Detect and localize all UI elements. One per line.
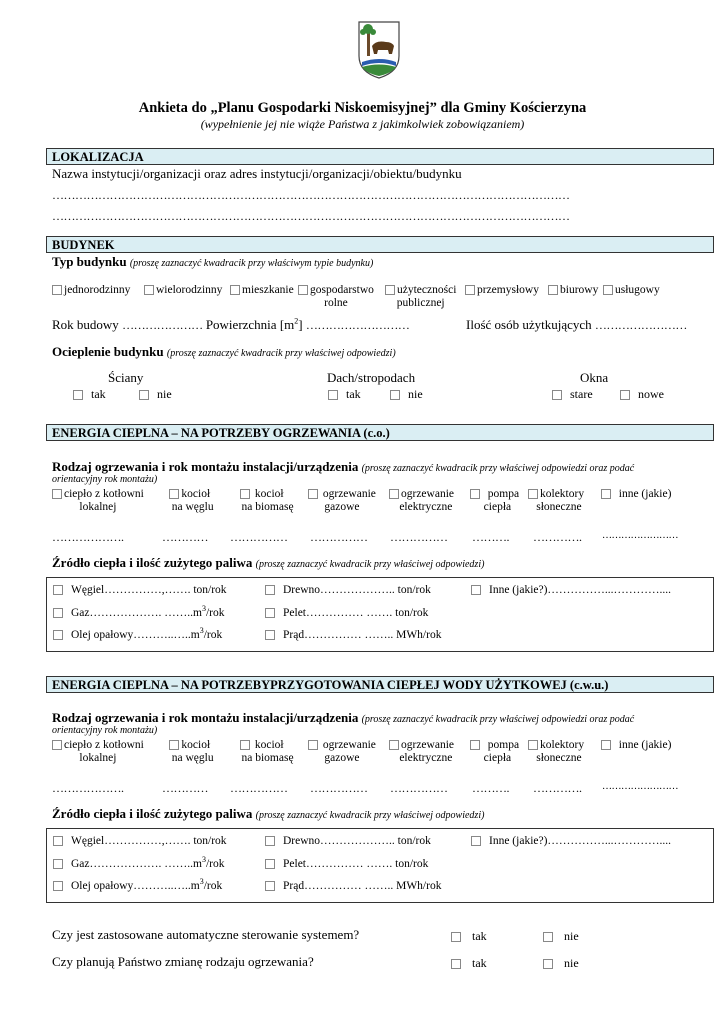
co-year-field[interactable]: ……………	[390, 530, 448, 544]
cwu-rodzaj-row: Rodzaj ogrzewania i rok montażu instalacji/urządzenia (proszę zaznaczyć kwadracik przy właściwej odpowiedzi oraz podać	[52, 710, 635, 725]
checkbox-icon[interactable]	[53, 630, 63, 640]
cwu-fuel-table	[46, 828, 714, 903]
cwu-option-pompa[interactable]: pompa ciepła	[470, 739, 519, 765]
checkbox-icon[interactable]	[601, 740, 611, 750]
checkbox-icon[interactable]	[52, 489, 62, 499]
cwu-zrodlo-label: Źródło ciepła i ilość zużytego paliwa	[52, 806, 253, 821]
question-change-heating: Czy planują Państwo zmianę rodzaju ogrzewania?	[52, 954, 314, 969]
section-budynek-header: BUDYNEK	[46, 236, 714, 253]
coat-of-arms-logo	[356, 20, 402, 80]
checkbox-icon[interactable]	[308, 489, 318, 499]
checkbox-icon[interactable]	[385, 285, 395, 295]
co-fuel-inne[interactable]: Inne (jakie?)……………...…………....	[471, 584, 671, 596]
cwu-option-inne[interactable]: inne (jakie)	[601, 739, 671, 752]
cwu-option-kociol-wegiel[interactable]: kocioł na węglu	[166, 739, 214, 765]
checkbox-icon[interactable]	[265, 881, 275, 891]
q1-tak-option[interactable]: tak	[451, 929, 487, 944]
checkbox-icon[interactable]	[53, 608, 63, 618]
checkbox-icon[interactable]	[465, 285, 475, 295]
cwu-fuel-gaz[interactable]: Gaz………………. $\dots\dots..m^3$/rok	[53, 858, 225, 870]
checkbox-icon[interactable]	[53, 881, 63, 891]
checkbox-icon[interactable]	[603, 285, 613, 295]
ocieplenie-note: (proszę zaznaczyć kwadracik przy właściwej odpowiedzi)	[166, 348, 396, 359]
checkbox-icon[interactable]	[53, 859, 63, 869]
section-co-header: ENERGIA CIEPLNA – NA POTRZEBY OGRZEWANIA (c.o.)	[46, 424, 714, 441]
type-option-biurowy[interactable]: biurowy	[548, 284, 598, 297]
checkbox-icon[interactable]	[552, 390, 562, 400]
rok-budowy-label: Rok budowy	[52, 317, 119, 332]
rok-budowy-row: Rok budowy ………………… Powierzchnia $[m^2]$ ………………………	[52, 316, 410, 332]
checkbox-icon[interactable]	[471, 585, 481, 595]
co-option-gazowe[interactable]: ogrzewanie gazowe	[308, 488, 376, 514]
checkbox-icon[interactable]	[52, 285, 62, 295]
ocieplenie-row	[52, 344, 396, 360]
dach-label: Dach/stropodach	[327, 370, 416, 385]
co-year-field[interactable]: …………	[162, 530, 208, 544]
sciany-label: Ściany	[108, 370, 144, 385]
cwu-fuel-wegiel[interactable]: Węgiel……………,……. ton/rok	[53, 835, 227, 847]
section-lokalizacja-header: LOKALIZACJA	[46, 148, 714, 165]
co-year-field[interactable]: ……………….	[52, 530, 124, 544]
checkbox-icon[interactable]	[298, 285, 308, 295]
cwu-year-field[interactable]: …………	[162, 781, 208, 795]
ocieplenie-label: Ocieplenie budynku	[52, 344, 164, 359]
type-option-uzytecznosci-publicznej[interactable]: użyteczności publicznej	[385, 284, 456, 310]
okna-label: Okna	[580, 370, 609, 385]
checkbox-icon[interactable]	[470, 740, 480, 750]
q1-nie-option[interactable]: nie	[543, 929, 579, 944]
section-cwu-header: ENERGIA CIEPLNA – NA POTRZEBYPRZYGOTOWANIA CIEPŁEJ WODY UŻYTKOWEJ (c.w.u.)	[46, 676, 714, 693]
document-title: Ankieta do „Planu Gospodarki Niskoemisyjnej” dla Gminy Kościerzyna	[138, 100, 587, 116]
co-fuel-table	[46, 577, 714, 652]
cwu-year-field[interactable]: ……………	[310, 781, 368, 795]
ilosc-osob-label: Ilość osób użytkujących	[466, 317, 592, 332]
checkbox-icon[interactable]	[620, 390, 630, 400]
sciany-tak-option[interactable]: tak	[73, 387, 106, 402]
checkbox-icon[interactable]	[73, 390, 83, 400]
checkbox-icon[interactable]	[601, 489, 611, 499]
question-automatic-control: Czy jest zastosowane automatyczne sterowanie systemem?	[52, 927, 360, 942]
co-fuel-gaz[interactable]: Gaz………………. $\dots\dots..m^3$/rok	[53, 607, 225, 619]
dach-tak-option[interactable]: tak	[328, 387, 361, 402]
checkbox-icon[interactable]	[528, 489, 538, 499]
type-option-gospodarstwo[interactable]: gospodarstwo rolne	[298, 284, 374, 310]
co-year-field[interactable]: ……………	[230, 530, 288, 544]
co-option-kolektory[interactable]: kolektory słoneczne	[528, 488, 584, 514]
checkbox-icon[interactable]	[543, 932, 553, 942]
typ-budynku-row	[52, 254, 373, 270]
typ-budynku-note: (proszę zaznaczyć kwadracik przy właściwym typie budynku)	[129, 258, 374, 269]
type-option-przemyslowy[interactable]: przemysłowy	[465, 284, 539, 297]
checkbox-icon[interactable]	[528, 740, 538, 750]
checkbox-icon[interactable]	[470, 489, 480, 499]
lokalizacja-label: Nazwa instytucji/organizacji oraz adres instytucji/organizacji/obiektu/budynku	[52, 166, 462, 181]
checkbox-icon[interactable]	[169, 740, 179, 750]
co-option-pompa[interactable]: pompa ciepła	[470, 488, 519, 514]
co-option-inne[interactable]: inne (jakie)	[601, 488, 671, 501]
co-zrodlo-note: (proszę zaznaczyć kwadracik przy właściwej odpowiedzi)	[255, 559, 485, 570]
cwu-rodzaj-note: orientacyjny rok montażu)	[52, 725, 158, 736]
cwu-zrodlo-note: (proszę zaznaczyć kwadracik przy właściwej odpowiedzi)	[255, 810, 485, 821]
checkbox-icon[interactable]	[240, 740, 250, 750]
cwu-rodzaj-label: Rodzaj ogrzewania i rok montażu instalacji/urządzenia	[52, 710, 359, 725]
checkbox-icon[interactable]	[265, 836, 275, 846]
ilosc-osob-field[interactable]: ……………………	[594, 318, 687, 332]
rok-budowy-field[interactable]: …………………	[122, 318, 203, 332]
co-fuel-wegiel[interactable]: Węgiel……………,……. ton/rok	[53, 584, 227, 596]
co-option-kotlownia[interactable]: ciepło z kotłowni lokalnej	[52, 488, 144, 514]
co-year-field[interactable]: ……………………	[602, 530, 678, 541]
typ-budynku-label: Typ budynku	[52, 254, 127, 269]
type-option-jednorodzinny[interactable]: jednorodzinny	[52, 284, 130, 297]
checkbox-icon[interactable]	[471, 836, 481, 846]
cwu-year-field[interactable]: ……………	[230, 781, 288, 795]
checkbox-icon[interactable]	[308, 740, 318, 750]
co-fuel-olej[interactable]: Olej $opałowy\dots\dots\dots..\dots..m^3$/rok	[53, 629, 222, 641]
co-year-field[interactable]: ………….	[533, 530, 582, 544]
type-option-mieszkanie[interactable]: mieszkanie	[230, 284, 294, 297]
type-option-wielorodzinny[interactable]: wielorodzinny	[144, 284, 222, 297]
cwu-fuel-pelet[interactable]: Pelet…………… ……. ton/rok	[265, 858, 428, 870]
cwu-option-elektryczne[interactable]: ogrzewanie elektryczne	[389, 739, 454, 765]
checkbox-icon[interactable]	[169, 489, 179, 499]
powierzchnia-field[interactable]: ………………………	[305, 318, 410, 332]
cwu-option-kolektory[interactable]: kolektory słoneczne	[528, 739, 584, 765]
cwu-fuel-inne[interactable]: Inne (jakie?)……………...…………....	[471, 835, 671, 847]
checkbox-icon[interactable]	[390, 390, 400, 400]
checkbox-icon[interactable]	[265, 585, 275, 595]
co-zrodlo-label: Źródło ciepła i ilość zużytego paliwa	[52, 555, 253, 570]
checkbox-icon[interactable]	[389, 489, 399, 499]
ilosc-osob-row	[466, 317, 687, 333]
checkbox-icon[interactable]	[451, 932, 461, 942]
co-year-field[interactable]: ……………	[310, 530, 368, 544]
lokalizacja-field-line-1[interactable]: ………………………………………………………………………………………………………………………	[52, 188, 570, 202]
checkbox-icon[interactable]	[389, 740, 399, 750]
co-fuel-drewno[interactable]: Drewno……………….. ton/rok	[265, 584, 431, 596]
co-option-kociol-wegiel[interactable]: kocioł na węglu	[166, 488, 214, 514]
checkbox-icon[interactable]	[543, 959, 553, 969]
cwu-fuel-olej[interactable]: Olej $opałowy\dots\dots\dots..\dots..m^3$/rok	[53, 880, 222, 892]
cwu-option-kotlownia[interactable]: ciepło z kotłowni lokalnej	[52, 739, 144, 765]
checkbox-icon[interactable]	[328, 390, 338, 400]
cwu-year-field[interactable]: ……….	[472, 781, 509, 795]
checkbox-icon[interactable]	[53, 585, 63, 595]
checkbox-icon[interactable]	[265, 859, 275, 869]
cwu-zrodlo-row	[52, 806, 484, 822]
q2-nie-option[interactable]: nie	[543, 956, 579, 971]
co-year-field[interactable]: ……….	[472, 530, 509, 544]
checkbox-icon[interactable]	[265, 630, 275, 640]
checkbox-icon[interactable]	[548, 285, 558, 295]
co-option-elektryczne[interactable]: ogrzewanie elektryczne	[389, 488, 454, 514]
cwu-year-field[interactable]: ……………	[390, 781, 448, 795]
checkbox-icon[interactable]	[240, 489, 250, 499]
sciany-nie-option[interactable]: nie	[139, 387, 172, 402]
cwu-year-field[interactable]: ………….	[533, 781, 582, 795]
co-fuel-prad[interactable]: Prąd…………… …….. MWh/rok	[265, 629, 441, 641]
checkbox-icon[interactable]	[265, 608, 275, 618]
lokalizacja-field-line-2[interactable]: ………………………………………………………………………………………………………………………	[52, 209, 570, 223]
powierzchnia-label: Powierzchnia [m	[205, 317, 295, 332]
co-option-kociol-biomasa[interactable]: kocioł na biomasę	[241, 488, 294, 513]
dach-nie-option[interactable]: nie	[390, 387, 423, 402]
checkbox-icon[interactable]	[52, 740, 62, 750]
checkbox-icon[interactable]	[230, 285, 240, 295]
cwu-year-field[interactable]: ……………………	[602, 781, 678, 792]
co-rodzaj-row: Rodzaj ogrzewania i rok montażu instalacji/urządzenia (proszę zaznaczyć kwadracik przy właściwej odpowiedzi oraz podać	[52, 459, 635, 474]
co-rodzaj-note: orientacyjny rok montażu)	[52, 474, 158, 485]
cwu-fuel-prad[interactable]: Prąd…………… …….. MWh/rok	[265, 880, 441, 892]
cwu-option-kociol-biomasa[interactable]: kocioł na biomasę	[241, 739, 294, 764]
cwu-fuel-drewno[interactable]: Drewno……………….. ton/rok	[265, 835, 431, 847]
checkbox-icon[interactable]	[53, 836, 63, 846]
co-zrodlo-row	[52, 555, 484, 571]
co-rodzaj-label: Rodzaj ogrzewania i rok montażu instalacji/urządzenia	[52, 459, 359, 474]
okna-nowe-option[interactable]: nowe	[620, 387, 664, 402]
checkbox-icon[interactable]	[139, 390, 149, 400]
cwu-year-field[interactable]: ……………….	[52, 781, 124, 795]
co-fuel-pelet[interactable]: Pelet…………… ……. ton/rok	[265, 607, 428, 619]
okna-stare-option[interactable]: stare	[552, 387, 593, 402]
q2-tak-option[interactable]: tak	[451, 956, 487, 971]
checkbox-icon[interactable]	[144, 285, 154, 295]
cwu-option-gazowe[interactable]: ogrzewanie gazowe	[308, 739, 376, 765]
document-subtitle: (wypełnienie jej nie wiąże Państwa z jakimkolwiek zobowiązaniem)	[200, 117, 525, 131]
checkbox-icon[interactable]	[451, 959, 461, 969]
type-option-uslugowy[interactable]: usługowy	[603, 284, 660, 297]
